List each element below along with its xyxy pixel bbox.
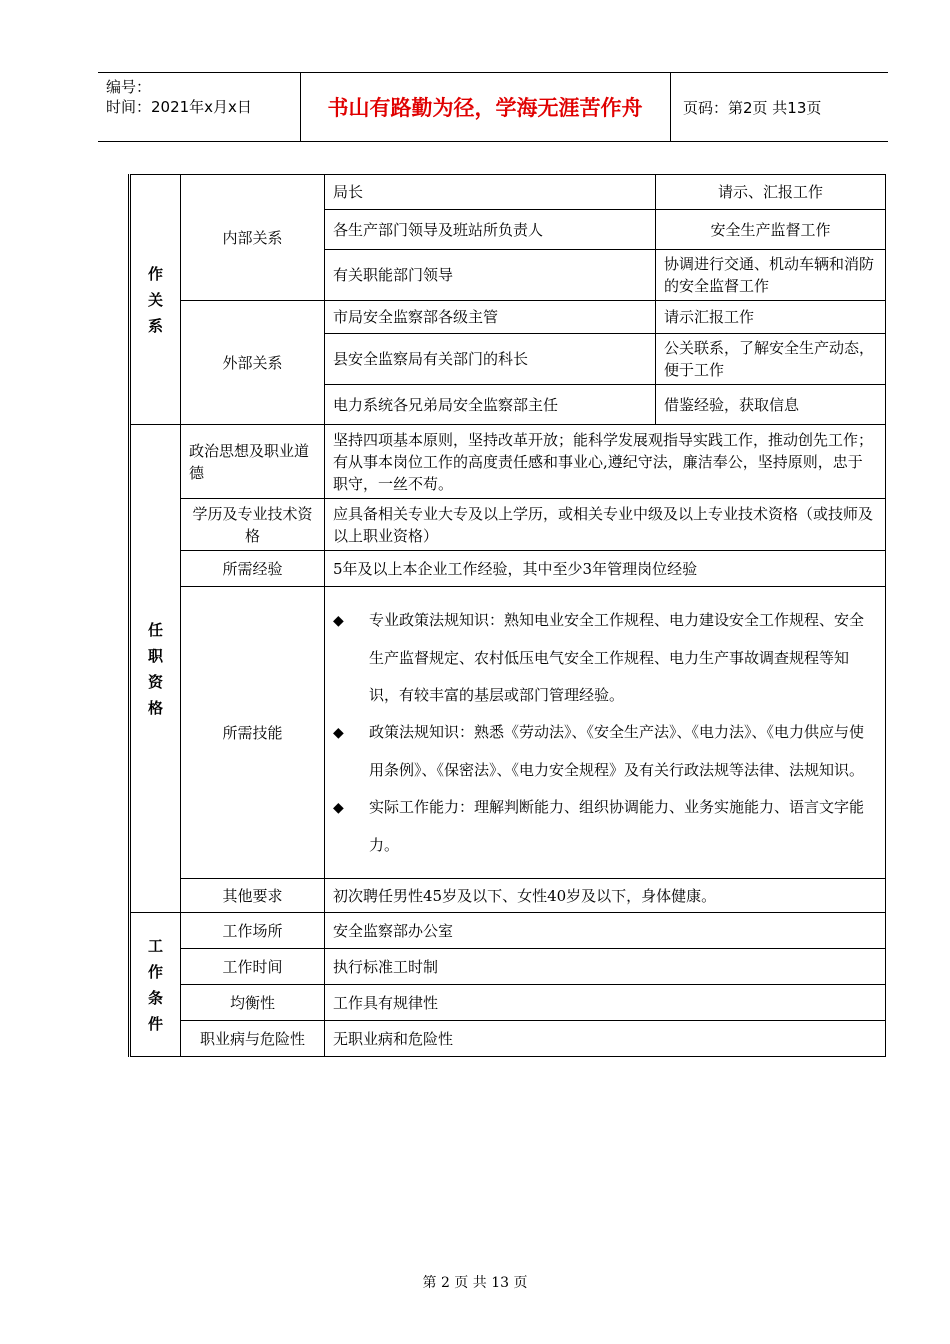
list-item: ◆ 实际工作能力：理解判断能力、组织协调能力、业务实施能力、语言文字能力。 [333,789,877,864]
section-qualifications: 任职资格 [130,425,181,913]
condition-value: 执行标准工时制 [325,949,886,985]
relation-party: 县安全监察局有关部门的科长 [325,334,656,385]
diamond-bullet-icon: ◆ [333,799,344,816]
condition-label: 工作时间 [181,949,325,985]
internal-relations-label: 内部关系 [181,175,325,301]
education-value: 应具备相关专业大专及以上学历，或相关专业中级及以上专业技术资格（或技师及以上职业资格） [325,499,886,551]
table-row [130,879,886,913]
table-row [130,499,886,551]
relation-purpose: 公关联系，了解安全生产动态，便于工作 [656,334,886,385]
serial-number-label: 编号： [106,78,152,96]
condition-label: 职业病与危险性 [181,1021,325,1057]
other-requirements-label: 其他要求 [181,879,325,913]
list-item: ◆ 政策法规知识：熟悉《劳动法》、《安全生产法》、《电力法》、《电力供应与使用条例》、《保密法》、《电力安全规程》及有关行政法规等法律、法规知识。 [333,714,877,789]
skills-label: 所需技能 [181,587,325,879]
experience-label: 所需经验 [181,551,325,587]
header-meta [106,77,252,117]
condition-value: 安全监察部办公室 [325,913,886,949]
relation-purpose: 请示汇报工作 [656,301,886,334]
table-row [130,985,886,1021]
header-motto: 书山有路勤为径，学海无涯苦作舟 [327,96,643,120]
condition-label: 工作场所 [181,913,325,949]
education-label: 学历及专业技术资格 [181,499,325,551]
table-row [130,175,886,210]
section-work-relations: 作关系 [130,175,181,425]
table-row [130,913,886,949]
table-row [130,587,886,879]
relation-party: 电力系统各兄弟局安全监察部主任 [325,385,656,425]
condition-value: 工作具有规律性 [325,985,886,1021]
table-row [130,301,886,334]
condition-label: 均衡性 [181,985,325,1021]
relation-party: 各生产部门领导及班站所负责人 [325,210,656,250]
job-description-table [128,174,886,1057]
relation-purpose: 安全生产监督工作 [656,210,886,250]
relation-party: 有关职能部门领导 [325,250,656,301]
ethics-value: 坚持四项基本原则，坚持改革开放；能科学发展观指导实践工作，推动创先工作；有从事本岗位工作的高度责任感和事业心,遵纪守法，廉洁奉公，坚持原则，忠于职守，一丝不苟。 [325,425,886,499]
condition-value: 无职业病和危险性 [325,1021,886,1057]
page-header [98,72,888,142]
list-item: ◆ 专业政策法规知识：熟知电业安全工作规程、电力建设安全工作规程、安全生产监督规定、农村低压电气安全工作规程、电力生产事故调查规程等知识，有较丰富的基层或部门管理经验。 [333,602,877,714]
date-label: 时间：2021年x月x日 [106,98,252,116]
table-row [130,949,886,985]
ethics-label: 政治思想及职业道德 [181,425,325,499]
table-row [130,425,886,499]
external-relations-label: 外部关系 [181,301,325,425]
relation-purpose: 协调进行交通、机动车辆和消防的安全监督工作 [656,250,886,301]
relation-party: 市局安全监察部各级主管 [325,301,656,334]
header-divider [670,73,671,141]
table-row [130,551,886,587]
diamond-bullet-icon: ◆ [333,612,344,629]
relation-purpose: 请示、汇报工作 [656,175,886,210]
table-row [130,1021,886,1057]
experience-value: 5年及以上本企业工作经验，其中至少3年管理岗位经验 [325,551,886,587]
relation-party: 局长 [325,175,656,210]
relation-purpose: 借鉴经验，获取信息 [656,385,886,425]
page-footer: 第 2 页 共 13 页 [422,1275,528,1291]
diamond-bullet-icon: ◆ [333,724,344,741]
skills-list [325,587,886,879]
other-requirements-value: 初次聘任男性45岁及以下、女性40岁及以下，身体健康。 [325,879,886,913]
header-page-number: 页码：第2页 共13页 [683,98,822,117]
section-work-conditions: 工作条件 [130,913,181,1057]
